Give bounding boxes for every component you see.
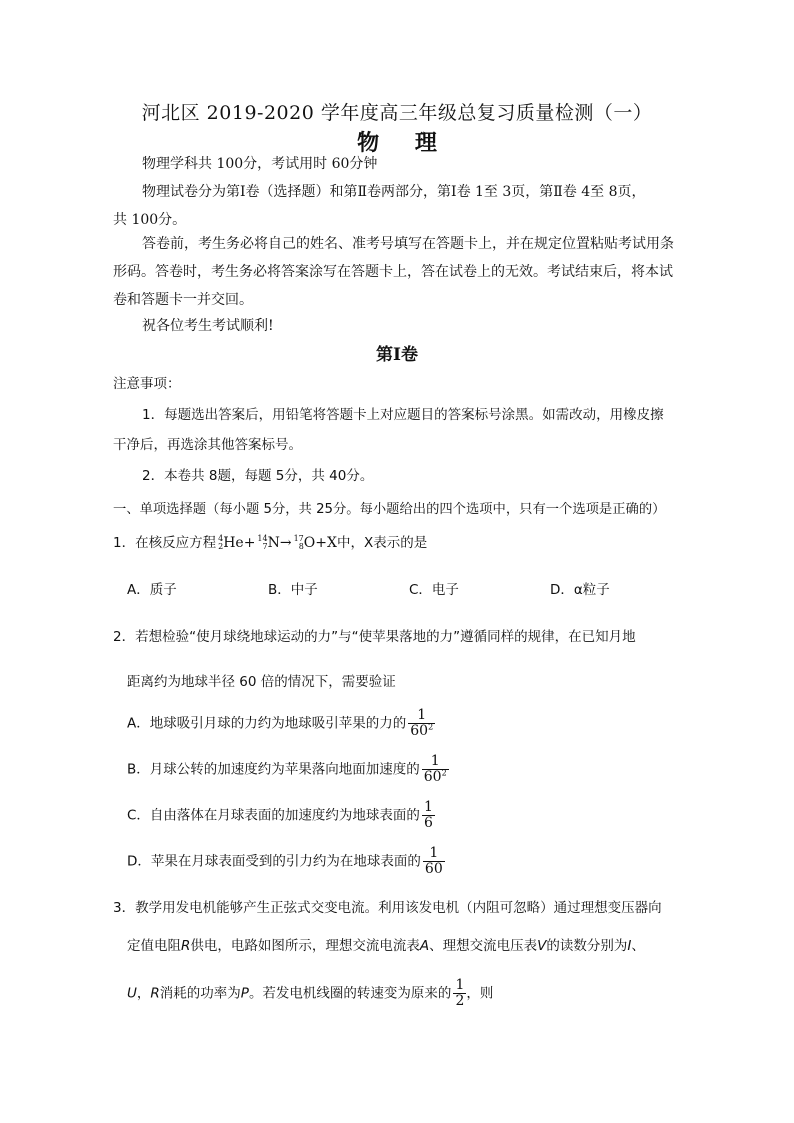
question-2-line-2: 距离约为地球半径 60 倍的情况下，需要验证: [127, 674, 396, 690]
subject-title: 物 理: [357, 130, 437, 156]
question-2-line-1: 2．若想检验“使月球绕地球运动的力”与“使苹果落地的力”遵循同样的规律，在已知月地: [113, 629, 636, 645]
intro-line-3b: 形码。答卷时，考生务必将答案涂写在答题卡上，答在试卷上的无效。考试结束后，将本试: [113, 264, 673, 280]
question-2-option-b: B．月球公转的加速度约为苹果落向地面加速度的 $\frac{1}{60^2}$: [127, 753, 447, 785]
notes-item-1b: 干净后，再选涂其他答案标号。: [113, 437, 302, 453]
section-heading: 一、单项选择题（每小题 5分，共 25分。每小题给出的四个选项中，只有一个选项是正确的）: [113, 502, 666, 517]
he-isotope: 4 2: [218, 534, 224, 551]
question-1-option-c: C．电子: [409, 582, 459, 598]
question-1-option-a: A．质子: [127, 582, 177, 598]
intro-line-2a: 物理试卷分为第Ⅰ卷（选择题）和第Ⅱ卷两部分，第Ⅰ卷 1至 3页，第Ⅱ卷 4至 8页，: [142, 184, 646, 200]
notes-item-2: 2．本卷共 8题，每题 5分，共 40分。: [142, 468, 374, 484]
notes-heading: 注意事项：: [113, 376, 181, 392]
fraction-1-over-60-squared: $\frac{1}{60^2}$: [410, 707, 434, 739]
n-isotope: 14 7: [257, 534, 268, 551]
question-1-option-b: B．中子: [268, 582, 318, 598]
question-1-suffix: 中，X表示的是: [336, 535, 428, 551]
question-2-option-a: A．地球吸引月球的力约为地球吸引苹果的力的 $\frac{1}{60^2}$: [127, 707, 434, 739]
exam-title: 河北区 2019-2020 学年度高三年级总复习质量检测（一）: [141, 102, 653, 124]
notes-item-1a: 1．每题选出答案后，用铅笔将答题卡上对应题目的答案标号涂黑。如需改动，用橡皮擦: [142, 407, 664, 423]
intro-line-1: 物理学科共 100分，考试用时 60分钟: [142, 156, 378, 172]
question-1-stem: [113, 533, 427, 553]
nuclear-equation: 4 2 He+ 14 7 N→ 17 8 O+X: [218, 534, 337, 551]
fraction-1-over-6: $\frac{1}{6}$: [423, 799, 433, 831]
intro-line-2b: 共 100分。: [113, 212, 187, 228]
question-1-option-d: D．α粒子: [550, 582, 610, 598]
question-2-option-d: D．苹果在月球表面受到的引力约为在地球表面的 $\frac{1}{60}$: [127, 845, 443, 877]
intro-line-3a: 答卷前，考生务必将自己的姓名、准考号填写在答题卡上，并在规定位置粘贴考试用条: [142, 236, 674, 252]
question-1-prefix: 1．在核反应方程: [113, 535, 217, 551]
question-3-line-2: 定值电阻R供电，电路如图所示，理想交流电流表A、理想交流电压表V的读数分别为I、: [127, 938, 645, 954]
o-isotope: 17 8: [293, 534, 304, 551]
intro-line-3c: 卷和答题卡一并交回。: [113, 292, 253, 308]
question-3-line-3: U，R消耗的功率为P。若发电机线圈的转速变为原来的 $\frac{1}{2}$ ，则: [127, 977, 494, 1009]
question-3-line-1: 3．教学用发电机能够产生正弦式交变电流。利用该发电机（内阻可忽略）通过理想变压器向: [113, 900, 662, 916]
fraction-1-over-60-squared: $\frac{1}{60^2}$: [423, 753, 447, 785]
fraction-1-over-2: $\frac{1}{2}$: [455, 977, 465, 1009]
fraction-1-over-60: $\frac{1}{60}$: [424, 845, 443, 877]
intro-line-4: 祝各位考生考试顺利!: [142, 318, 274, 334]
question-2-option-c: C．自由落体在月球表面的加速度约为地球表面的 $\frac{1}{6}$: [127, 799, 433, 831]
volume-title: 第Ⅰ卷: [376, 345, 418, 365]
